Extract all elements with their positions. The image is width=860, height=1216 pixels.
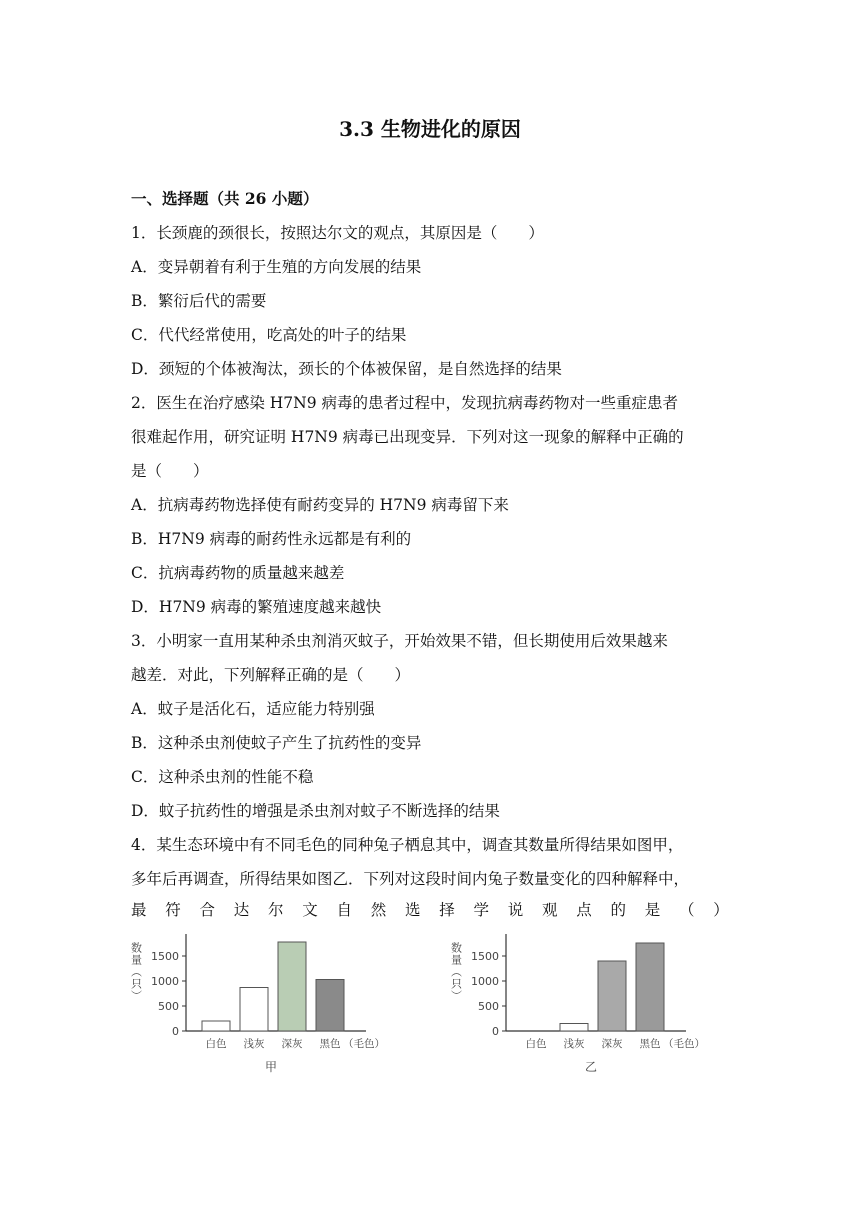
category-label: 黑色	[639, 1038, 661, 1050]
chart-caption: 乙	[584, 1060, 598, 1074]
text-line: D．颈短的个体被淘汰，颈长的个体被保留，是自然选择的结果	[131, 360, 562, 378]
category-label: 白色	[205, 1038, 227, 1050]
y-tick-label: 0	[492, 1025, 499, 1038]
y-tick-label: 1500	[471, 950, 499, 963]
page-title: 3.3 生物进化的原因	[339, 117, 521, 141]
char: 符	[165, 901, 181, 919]
text-line: C．代代经常使用，吃高处的叶子的结果	[131, 326, 407, 344]
text-line: 是（ ）	[131, 462, 209, 480]
text-line: 1．长颈鹿的颈很长，按照达尔文的观点，其原因是（ ）	[131, 224, 544, 242]
char: 合	[199, 901, 216, 919]
x-unit-label: （毛色）	[343, 1038, 385, 1050]
char: 说	[507, 901, 524, 919]
category-label: 浅灰	[563, 1038, 585, 1050]
bar	[560, 1024, 588, 1032]
bar	[636, 943, 664, 1031]
y-tick-label: 500	[158, 1000, 179, 1013]
y-tick-label: 1500	[151, 950, 179, 963]
text-line: C．抗病毒药物的质量越来越差	[131, 564, 345, 582]
category-label: 深灰	[601, 1038, 623, 1050]
chart-yi	[448, 928, 738, 1088]
char: 然	[370, 901, 387, 919]
bar	[202, 1021, 230, 1031]
char: ）	[713, 901, 729, 919]
char: 的	[610, 901, 627, 919]
text-line: C．这种杀虫剂的性能不稳	[131, 768, 314, 786]
question-4-last-line	[131, 900, 729, 920]
text-line: A．抗病毒药物选择使有耐药变异的 H7N9 病毒留下来	[131, 496, 509, 514]
chart-caption: 甲	[264, 1060, 278, 1074]
char: 达	[233, 901, 250, 919]
category-label: 深灰	[281, 1038, 303, 1050]
char: 学	[473, 901, 490, 919]
text-line: D．H7N9 病毒的繁殖速度越来越快	[131, 598, 382, 616]
text-line: 4．某生态环境中有不同毛色的同种兔子栖息其中，调查其数量所得结果如图甲，	[131, 836, 684, 854]
char: 观	[542, 901, 558, 919]
char: 尔	[268, 901, 284, 919]
char: 是	[644, 901, 661, 919]
text-line: A．变异朝着有利于生殖的方向发展的结果	[131, 258, 422, 276]
text-line: B．这种杀虫剂使蚊子产生了抗药性的变异	[131, 734, 422, 752]
text-line: 3．小明家一直用某种杀虫剂消灭蚊子，开始效果不错，但长期使用后效果越来	[131, 632, 668, 650]
section-heading: 一、选择题（共 26 小题）	[131, 189, 319, 208]
bar	[598, 961, 626, 1031]
y-tick-label: 1000	[151, 975, 179, 988]
char: 择	[439, 901, 455, 919]
text-line: 多年后再调查，所得结果如图乙．下列对这段时间内兔子数量变化的四种解释中，	[131, 870, 690, 888]
category-label: 白色	[525, 1038, 547, 1050]
category-label: 黑色	[319, 1038, 341, 1050]
bar	[316, 980, 344, 1032]
y-tick-label: 1000	[471, 975, 499, 988]
char: 选	[405, 901, 421, 919]
text-line: D．蚊子抗药性的增强是杀虫剂对蚊子不断选择的结果	[131, 802, 500, 820]
y-axis-label: 数量（只）	[129, 942, 143, 1002]
char: 自	[336, 901, 353, 919]
char: 最	[131, 901, 147, 919]
char: 文	[302, 901, 318, 919]
bar	[240, 988, 268, 1032]
text-line: 越差．对此，下列解释正确的是（ ）	[131, 666, 411, 684]
text-line: B．繁衍后代的需要	[131, 292, 267, 310]
char: 点	[576, 901, 592, 919]
text-line: 很难起作用，研究证明 H7N9 病毒已出现变异．下列对这一现象的解释中正确的	[131, 428, 684, 446]
text-line: B．H7N9 病毒的耐药性永远都是有利的	[131, 530, 412, 548]
text-line: 2．医生在治疗感染 H7N9 病毒的患者过程中，发现抗病毒药物对一些重症患者	[131, 394, 679, 412]
chart-jia	[128, 928, 418, 1088]
x-unit-label: （毛色）	[663, 1038, 705, 1050]
category-label: 浅灰	[243, 1038, 265, 1050]
bar	[278, 942, 306, 1031]
y-tick-label: 0	[172, 1025, 179, 1038]
char: （	[679, 901, 695, 919]
y-tick-label: 500	[478, 1000, 499, 1013]
y-axis-label: 数量（只）	[449, 942, 463, 1002]
text-line: A．蚊子是活化石，适应能力特别强	[131, 700, 375, 718]
